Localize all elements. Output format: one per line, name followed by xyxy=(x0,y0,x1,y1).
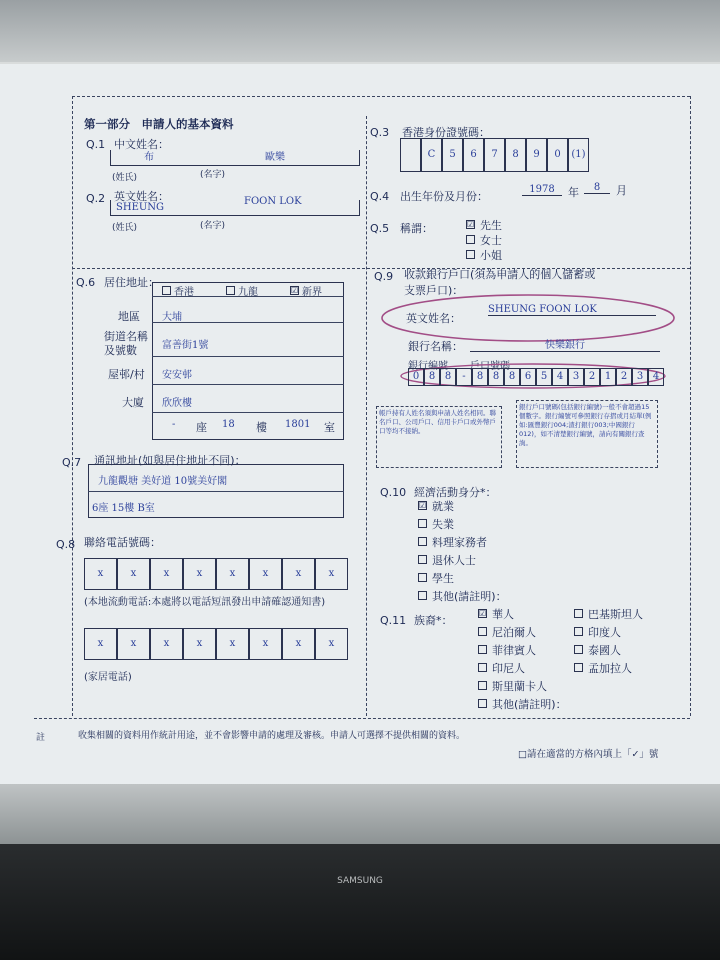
q6-number: Q.6 xyxy=(76,276,96,289)
q8-mobile-boxes[interactable] xyxy=(84,558,348,590)
q3-id-box-5[interactable]: 7 xyxy=(484,138,505,172)
q3-id-box-2[interactable]: C xyxy=(421,138,442,172)
q10-option-5: 學生 xyxy=(432,572,454,585)
q6-floor-value: 18 xyxy=(222,419,235,430)
q6-row-label-2: 街道名稱 及號數 xyxy=(104,330,148,357)
q8-mobile-box-1[interactable]: x xyxy=(84,558,117,590)
q10-checkbox-5[interactable] xyxy=(418,573,427,582)
q6-region-checkbox-2[interactable] xyxy=(226,286,235,295)
q6-flat-value: 1801 xyxy=(285,419,311,430)
q9-account-boxes[interactable] xyxy=(408,368,664,386)
q3-id-box-6[interactable]: 8 xyxy=(505,138,526,172)
q6-block-unit: 座 xyxy=(196,421,207,434)
q2-surname-caption: (姓氏) xyxy=(112,223,138,233)
q8-home-box-2[interactable]: x xyxy=(117,628,150,660)
q9-account-box-6[interactable]: 8 xyxy=(488,368,504,386)
q11-right-checkbox-1[interactable] xyxy=(574,609,583,618)
q8-mobile-box-6[interactable]: x xyxy=(249,558,282,590)
brand-logo: SAMSUNG xyxy=(337,876,383,886)
q9-label-2: 支票戶口)： xyxy=(404,284,464,297)
q6-row-value-1: 大埔 xyxy=(162,312,182,323)
q9-account-box-7[interactable]: 8 xyxy=(504,368,520,386)
q8-mobile-box-8[interactable]: x xyxy=(315,558,348,590)
q10-option-4: 退休人士 xyxy=(432,554,476,567)
q5-checkbox-1[interactable]: ☑ xyxy=(467,220,475,229)
q9-acct-label: 戶口號碼 xyxy=(470,361,510,372)
q1-surname-value: 布 xyxy=(144,152,154,163)
q2-surname-value: SHEUNG xyxy=(116,202,165,213)
q8-mobile-note: (本地流動電話:本處將以電話短訊發出申請確認通知書) xyxy=(84,597,326,608)
q6-floor-unit: 樓 xyxy=(256,421,267,434)
q5-option-3: 小姐 xyxy=(480,249,502,262)
q1-number: Q.1 xyxy=(86,138,106,151)
q1-given-caption: (名字) xyxy=(200,170,226,180)
q11-left-option-2: 尼泊爾人 xyxy=(492,626,536,639)
q3-id-box-4[interactable]: 6 xyxy=(463,138,484,172)
q10-checkbox-3[interactable] xyxy=(418,537,427,546)
q6-row-label-4: 大廈 xyxy=(122,396,144,409)
screen-bezel xyxy=(0,784,720,844)
section-title: 第一部分 申請人的基本資料 xyxy=(84,117,234,131)
q10-checkbox-1[interactable]: ☑ xyxy=(419,501,427,510)
q3-label: 香港身份證號碼： xyxy=(402,126,490,139)
q7-line2: 6座 15樓 B室 xyxy=(92,503,155,514)
q9-account-box-13[interactable]: 1 xyxy=(600,368,616,386)
q6-label: 居住地址： xyxy=(104,276,159,289)
q9-account-box-5[interactable]: 8 xyxy=(472,368,488,386)
q6-flat-unit: 室 xyxy=(324,421,335,434)
q10-option-2: 失業 xyxy=(432,518,454,531)
divider-mid xyxy=(72,268,690,269)
q6-divider-2 xyxy=(152,356,344,357)
q11-right-option-4: 孟加拉人 xyxy=(588,662,632,675)
q6-region-checkbox-3[interactable]: ☑ xyxy=(291,286,299,295)
q9-bank-value[interactable]: 快樂銀行 xyxy=(470,336,660,352)
q9-bank-label: 銀行名稱： xyxy=(408,340,463,353)
q8-home-box-7[interactable]: x xyxy=(282,628,315,660)
q9-account-box-3[interactable]: 8 xyxy=(440,368,456,386)
q9-account-box-2[interactable]: 8 xyxy=(424,368,440,386)
q8-home-box-6[interactable]: x xyxy=(249,628,282,660)
q11-left-checkbox-2[interactable] xyxy=(478,627,487,636)
application-form xyxy=(0,86,720,776)
q9-account-box-9[interactable]: 5 xyxy=(536,368,552,386)
q6-row-value-3: 安安邨 xyxy=(162,370,192,381)
q9-label: 收款銀行戶口(須為申請人的個人儲蓄或 xyxy=(404,268,596,281)
q11-left-checkbox-6[interactable] xyxy=(478,699,487,708)
footer-note: 收集相關的資料用作統計用途，並不會影響申請的處理及審核。申請人可選擇不提供相關的資料。 xyxy=(78,731,466,741)
q2-given-value: FOON LOK xyxy=(244,196,302,207)
q6-region-2: 九龍 xyxy=(238,287,258,298)
q8-label: 聯絡電話號碼： xyxy=(84,536,161,549)
q5-label: 稱謂： xyxy=(400,222,433,235)
q10-option-3: 料理家務者 xyxy=(432,536,487,549)
q6-address-table xyxy=(152,282,344,440)
q7-number: Q.7 xyxy=(62,456,82,469)
q6-divider-3 xyxy=(152,384,344,385)
q4-number: Q.4 xyxy=(370,190,390,203)
q6-region-3: 新界 xyxy=(302,287,322,298)
q11-left-checkbox-5[interactable] xyxy=(478,681,487,690)
q7-divider xyxy=(88,491,344,492)
q3-id-box-8[interactable]: 0 xyxy=(547,138,568,172)
q9-account-box-10[interactable]: 4 xyxy=(552,368,568,386)
q11-label: 族裔*： xyxy=(414,614,453,627)
frame-bottom xyxy=(34,718,690,719)
q11-left-option-4: 印尼人 xyxy=(492,662,525,675)
q10-checkbox-6[interactable] xyxy=(418,591,427,600)
q11-right-option-3: 泰國人 xyxy=(588,644,621,657)
frame-left xyxy=(72,96,73,716)
q8-home-box-1[interactable]: x xyxy=(84,628,117,660)
q11-left-option-5: 斯里蘭卡人 xyxy=(492,680,547,693)
q10-number: Q.10 xyxy=(380,486,407,499)
q1-given-value: 歐樂 xyxy=(265,152,285,163)
q5-checkbox-2[interactable] xyxy=(466,235,475,244)
q11-left-checkbox-3[interactable] xyxy=(478,645,487,654)
q6-row-value-2: 富善街1號 xyxy=(162,340,209,351)
q8-home-box-4[interactable]: x xyxy=(183,628,216,660)
q8-mobile-box-7[interactable]: x xyxy=(282,558,315,590)
q1-surname-caption: (姓氏) xyxy=(112,173,138,183)
monitor-base xyxy=(0,844,720,960)
q5-option-2: 女士 xyxy=(480,234,502,247)
q8-home-boxes[interactable] xyxy=(84,628,348,660)
q11-left-checkbox-1[interactable]: ☑ xyxy=(479,609,487,618)
q10-option-6: 其他(請註明)： xyxy=(432,590,507,603)
q11-right-option-1: 巴基斯坦人 xyxy=(588,608,643,621)
q8-home-box-5[interactable]: x xyxy=(216,628,249,660)
q5-checkbox-3[interactable] xyxy=(466,250,475,259)
q7-label: 通訊地址(如與居住地址不同)： xyxy=(94,454,246,467)
q9-account-box-11[interactable]: 3 xyxy=(568,368,584,386)
q4-label: 出生年份及月份： xyxy=(400,190,488,203)
q8-home-box-3[interactable]: x xyxy=(150,628,183,660)
room-background xyxy=(0,0,720,62)
q3-id-boxes[interactable] xyxy=(400,138,589,172)
q9-account-box-16[interactable]: 4 xyxy=(648,368,664,386)
q6-row-label-3: 屋邨/村 xyxy=(108,368,145,381)
divider-vertical xyxy=(366,116,367,716)
q6-divider-1 xyxy=(152,322,344,323)
q11-right-checkbox-2[interactable] xyxy=(574,627,583,636)
q9-account-box-4[interactable]: - xyxy=(456,368,472,386)
q6-row-label-1: 地區 xyxy=(118,310,140,323)
q5-number: Q.5 xyxy=(370,222,390,235)
frame-top xyxy=(72,96,690,97)
q10-checkbox-4[interactable] xyxy=(418,555,427,564)
q11-left-checkbox-4[interactable] xyxy=(478,663,487,672)
q9-account-box-12[interactable]: 2 xyxy=(584,368,600,386)
q11-right-checkbox-3[interactable] xyxy=(574,645,583,654)
q6-region-1: 香港 xyxy=(174,287,194,298)
q9-name-value[interactable]: SHEUNG FOON LOK xyxy=(488,304,656,316)
q11-left-option-6: 其他(請註明)： xyxy=(492,698,567,711)
q10-option-1: 就業 xyxy=(432,500,454,513)
q4-month-value[interactable]: 8 xyxy=(584,182,610,194)
q4-month-unit: 月 xyxy=(616,184,627,197)
q9-note-right: 銀行戶口號碼(包括銀行編號)一般不會超過15個數字。銀行編號可參照銀行存摺或月結單(例如:匯豐銀行004;渣打銀行003;中國銀行012)，如不清楚銀行編號，請向有關銀行查詢。 xyxy=(516,400,658,468)
q8-home-box-8[interactable]: x xyxy=(315,628,348,660)
q6-block-value: - xyxy=(172,419,176,430)
q5-option-1: 先生 xyxy=(480,219,502,232)
frame-right xyxy=(690,96,691,716)
q3-id-box-3[interactable]: 5 xyxy=(442,138,463,172)
q6-region-checkbox-1[interactable] xyxy=(162,286,171,295)
q6-row-value-4: 欣欣樓 xyxy=(162,398,192,409)
q2-label: 英文姓名： xyxy=(114,190,169,203)
q1-label: 中文姓名： xyxy=(114,138,169,151)
q9-account-box-15[interactable]: 3 xyxy=(632,368,648,386)
q11-number: Q.11 xyxy=(380,614,407,627)
q4-year-value[interactable]: 1978 xyxy=(522,184,562,196)
q3-id-box-7[interactable]: 9 xyxy=(526,138,547,172)
q4-year-unit: 年 xyxy=(568,186,579,199)
q10-label: 經濟活動身分*： xyxy=(414,486,497,499)
q9-code-label: 銀行編號 xyxy=(408,361,448,372)
q9-note-left: 帳戶持有人姓名須與申請人姓名相同。聯名戶口、公司戶口、信用卡戶口或外幣戶口等均不接納。 xyxy=(376,406,502,468)
q9-account-box-1[interactable]: 0 xyxy=(408,368,424,386)
q11-right-checkbox-4[interactable] xyxy=(574,663,583,672)
q8-mobile-box-5[interactable]: x xyxy=(216,558,249,590)
q8-number: Q.8 xyxy=(56,538,76,551)
q8-mobile-box-3[interactable]: x xyxy=(150,558,183,590)
q11-left-option-1: 華人 xyxy=(492,608,514,621)
q3-id-box-1[interactable] xyxy=(400,138,421,172)
q9-name-label: 英文姓名： xyxy=(406,312,461,325)
q9-account-box-8[interactable]: 6 xyxy=(520,368,536,386)
q2-number: Q.2 xyxy=(86,192,106,205)
q3-number: Q.3 xyxy=(370,126,390,139)
q11-left-option-3: 菲律賓人 xyxy=(492,644,536,657)
q8-mobile-box-2[interactable]: x xyxy=(117,558,150,590)
q3-id-box-9[interactable]: (1) xyxy=(568,138,589,172)
q10-checkbox-2[interactable] xyxy=(418,519,427,528)
q9-account-box-14[interactable]: 2 xyxy=(616,368,632,386)
q2-given-caption: (名字) xyxy=(200,221,226,231)
q8-mobile-box-4[interactable]: x xyxy=(183,558,216,590)
q7-line1: 九龍觀塘 美好道 10號美好閣 xyxy=(98,476,228,487)
footer-tick-note: □請在適當的方格內填上「✓」號 xyxy=(518,749,659,760)
q9-number: Q.9 xyxy=(374,270,394,283)
q11-right-option-2: 印度人 xyxy=(588,626,621,639)
q6-divider-4 xyxy=(152,412,344,413)
footer-note-mark: 註 xyxy=(36,733,46,743)
q8-home-caption: (家居電話) xyxy=(84,672,132,683)
